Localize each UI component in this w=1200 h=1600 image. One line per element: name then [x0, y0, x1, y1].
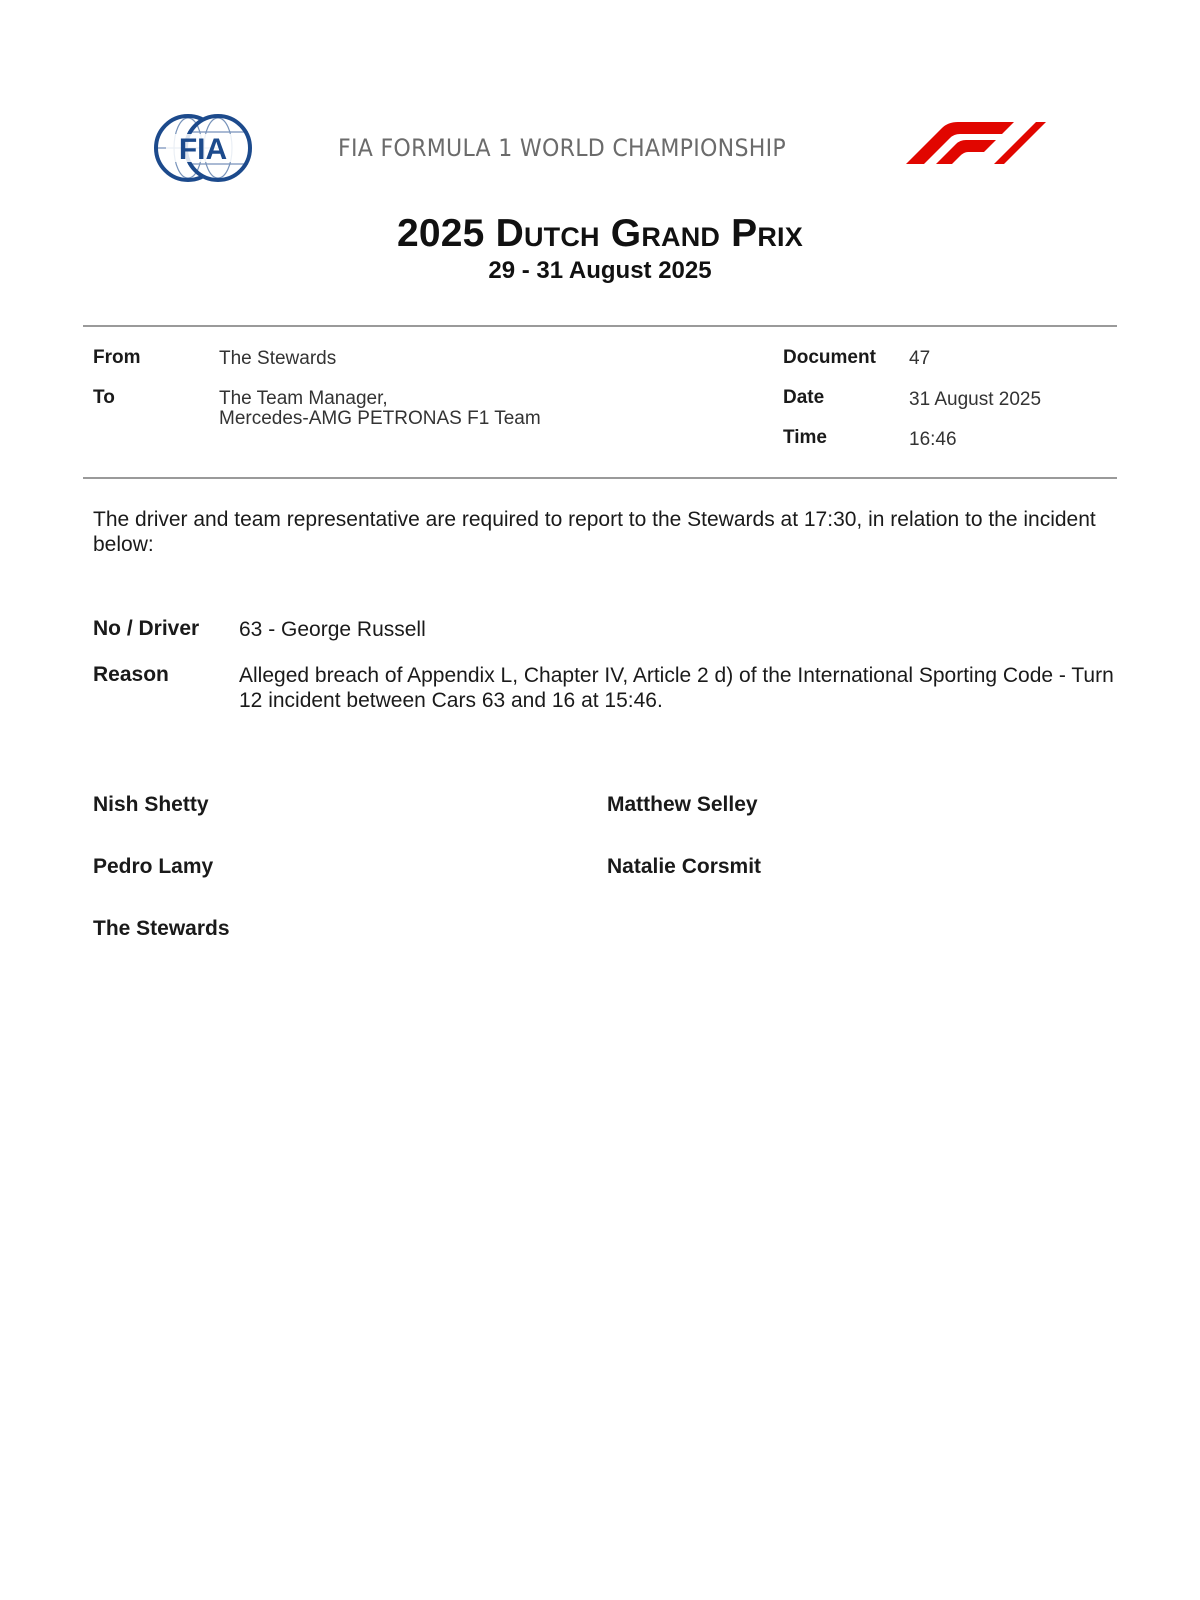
steward-name: Matthew Selley: [607, 793, 758, 816]
fia-logo-icon: [152, 112, 254, 184]
to-label: To: [93, 387, 115, 408]
driver-label: No / Driver: [93, 617, 200, 640]
summons-intro: The driver and team representative are required to report to the Stewards at 17:30, in relation to the incident below:: [93, 508, 1096, 556]
time-label: Time: [783, 427, 828, 448]
f1-logo-icon: [898, 122, 1046, 164]
reason-label: Reason: [93, 663, 169, 686]
steward-name: Nish Shetty: [93, 793, 209, 816]
time-value: 16:46: [909, 429, 957, 450]
header-divider: [83, 325, 1117, 327]
date-value: 31 August 2025: [909, 389, 1042, 410]
from-value: The Stewards: [219, 348, 337, 369]
driver-value: 63 - George Russell: [239, 618, 426, 641]
to-value-line2: Mercedes-AMG PETRONAS F1 Team: [219, 408, 541, 429]
fia-logo-text: FIA: [178, 133, 228, 166]
from-label: From: [93, 347, 141, 368]
steward-name: Natalie Corsmit: [607, 855, 762, 878]
meta-divider: [83, 477, 1117, 479]
event-dates: 29 - 31 August 2025: [488, 257, 712, 284]
championship-title: FIA FORMULA 1 WORLD CHAMPIONSHIP: [338, 134, 787, 162]
date-label: Date: [783, 387, 825, 408]
steward-name: Pedro Lamy: [93, 855, 214, 878]
document-label: Document: [783, 347, 876, 368]
stewards-signature: The Stewards: [93, 917, 230, 940]
event-title: 2025 Dutch Grand Prix: [397, 212, 803, 255]
to-value-line1: The Team Manager,: [219, 388, 388, 409]
reason-value: Alleged breach of Appendix L, Chapter IV, Article 2 d) of the International Sporting Code - Turn 12 incident between Cars 63 and 16 at 15:46.: [239, 664, 1114, 712]
document-header: [0, 104, 1200, 194]
document-value: 47: [909, 348, 931, 369]
